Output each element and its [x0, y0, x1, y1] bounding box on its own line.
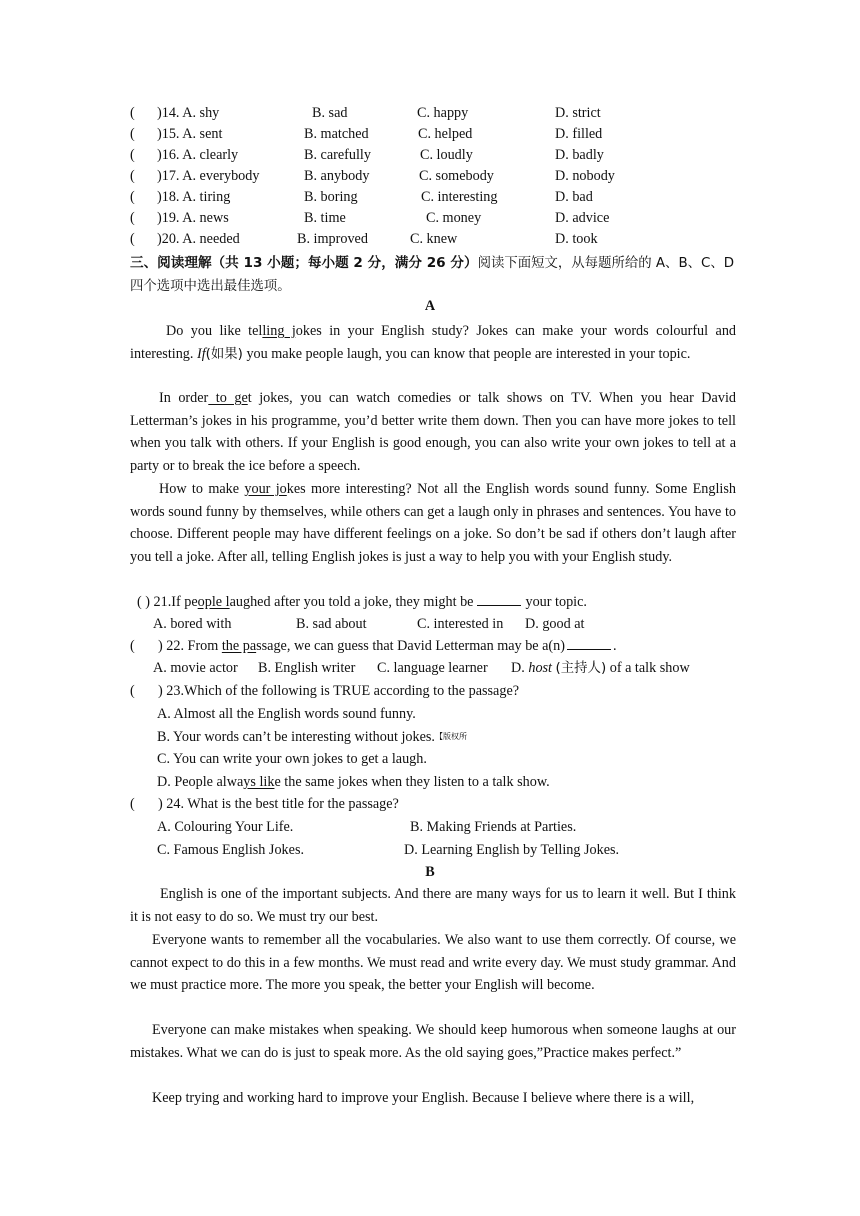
cloze-option-d: D. bad	[555, 189, 593, 205]
cloze-option-c: C. happy	[417, 105, 469, 121]
cloze-option-d: D. advice	[555, 210, 610, 226]
text: ( ) 21.If pe	[137, 594, 198, 610]
chinese-gloss: (如果)	[205, 346, 243, 362]
text: .	[612, 638, 617, 654]
cloze-option-d: D. nobody	[555, 168, 615, 184]
cloze-option-d: D. badly	[555, 147, 604, 163]
cloze-option-c: C. interesting	[421, 189, 498, 205]
section-heading	[130, 252, 736, 298]
cloze-option-b: B. matched	[304, 126, 369, 142]
cloze-paren: (	[130, 105, 135, 121]
text: aughed after you told a joke, they might be	[229, 594, 474, 610]
text: D.	[511, 660, 529, 676]
section-instruction: 阅读下面短文，从每题所给的 A、B、C、D 四个选项中选出最佳选项。	[130, 256, 735, 294]
underlined-text: ople l	[197, 594, 230, 610]
text: t jokes, you can watch comedies or talk shows on TV. When you hear David Letterman’s jokes in his programme, you’d better write them down. Then you can have more jokes to tell when you talk with others. If your English is good enough, you can also write your own jokes to tell at a party or to break the ice before a speech.	[130, 390, 736, 474]
text: Do you like tel	[166, 323, 263, 339]
underlined-text: ys lik	[243, 774, 275, 790]
chinese-gloss: (主持人)	[555, 661, 607, 676]
text: e the same jokes when they listen to a talk show.	[274, 774, 550, 790]
q23-option-d	[157, 772, 550, 792]
q22-option-b: B. English writer	[258, 660, 356, 676]
cloze-option-d: D. filled	[555, 126, 603, 142]
cloze-option-a: )18. A. tiring	[157, 189, 231, 205]
passage-b-paragraph-2: Everyone wants to remember all the vocabularies. We also want to use them correctly. Of course, we cannot expect to do this in a few months. We must read and write every day. We must study grammar. And we must practice more. The more you speak, the better your English will become.	[130, 932, 736, 994]
cloze-option-c: C. knew	[410, 231, 458, 247]
cloze-option-a: )17. A. everybody	[157, 168, 260, 184]
passage-b-paragraph-4: Keep trying and working hard to improve your English. Because I believe where there is a will,	[152, 1090, 695, 1106]
q23-paren: (	[130, 683, 135, 699]
q24-option-d: D. Learning English by Telling Jokes.	[404, 842, 620, 858]
cloze-option-c: C. money	[426, 210, 482, 226]
cloze-paren: (	[130, 168, 135, 184]
q22-paren: (	[130, 638, 135, 654]
underlined-text: ling j	[262, 323, 296, 339]
question-24: ) 24. What is the best title for the passage?	[158, 796, 399, 812]
text: kes more interesting? Not all the English words sound funny. Some English words sound funny by themselves, while others can get a laugh only in phrases and sentences. You have to choose. Different people may have different feelings on a joke. So don’t be sad if others don’t laugh after you tell a joke. After all, telling English jokes is just a way to help you with your English study.	[130, 481, 736, 565]
copyright-mark: 【版权所	[434, 732, 467, 741]
cloze-option-b: B. anybody	[304, 168, 370, 184]
cloze-option-b: B. carefully	[304, 147, 371, 163]
q24-paren: (	[130, 796, 135, 812]
passage-a-paragraph-3	[130, 478, 736, 568]
passage-a-label: A	[424, 298, 436, 314]
question-22	[158, 636, 617, 656]
q23-option-c: C. You can write your own jokes to get a laugh.	[157, 751, 427, 767]
cloze-option-a: )16. A. clearly	[157, 147, 239, 163]
q24-option-a: A. Colouring Your Life.	[157, 819, 294, 835]
underlined-text: your jo	[244, 481, 287, 497]
cloze-option-d: D. took	[555, 231, 598, 247]
text: B. Your words can’t be interesting without jokes.	[157, 729, 435, 745]
passage-b-paragraph-1: English is one of the important subjects. And there are many ways for us to learn it well. But I think it is not easy to do so. We must try our best.	[130, 886, 736, 925]
cloze-option-a: )19. A. news	[157, 210, 229, 226]
cloze-option-b: B. boring	[304, 189, 358, 205]
text: ) 22. From	[158, 638, 222, 654]
q22-option-c: C. language learner	[377, 660, 488, 676]
cloze-option-a: )15. A. sent	[157, 126, 223, 142]
q21-option-c: C. interested in	[417, 616, 504, 632]
text: you make people laugh, you can know that people are interested in your topic.	[242, 345, 691, 362]
cloze-option-b: B. improved	[297, 231, 368, 247]
passage-b-paragraph-3: Everyone can make mistakes when speaking. We should keep humorous when someone laughs at our mistakes. What we can do is just to speak more. As the old saying goes,”Practice makes perfect.”	[130, 1022, 736, 1061]
q23-option-b	[157, 727, 467, 747]
cloze-option-a: )20. A. needed	[157, 231, 240, 247]
q22-option-a: A. movie actor	[153, 660, 238, 676]
cloze-paren: (	[130, 231, 135, 247]
cloze-option-b: B. sad	[312, 105, 348, 121]
cloze-option-c: C. loudly	[420, 147, 473, 163]
q21-option-d: D. good at	[525, 616, 585, 632]
q21-option-b: B. sad about	[296, 616, 367, 632]
q22-option-d	[511, 658, 690, 679]
text: okes in your English study? Jokes can make your words colourful and interesting.	[130, 323, 737, 362]
answer-blank	[477, 593, 521, 606]
answer-blank	[567, 637, 611, 650]
cloze-option-c: C. somebody	[419, 168, 494, 184]
text: D. People alwa	[157, 774, 244, 790]
question-23: ) 23.Which of the following is TRUE according to the passage?	[158, 683, 520, 699]
question-21	[137, 592, 587, 612]
underlined-text: the pa	[221, 638, 257, 654]
text: In order	[159, 390, 209, 406]
cloze-paren: (	[130, 189, 135, 205]
passage-a-paragraph-1	[130, 320, 736, 366]
cloze-paren: (	[130, 126, 135, 142]
text: How to make	[159, 481, 245, 497]
italic-text: host	[528, 660, 552, 676]
cloze-option-b: B. time	[304, 210, 346, 226]
underlined-text: to ge	[208, 390, 248, 406]
q24-option-b: B. Making Friends at Parties.	[410, 819, 577, 835]
italic-text: If	[196, 345, 206, 362]
q21-option-a: A. bored with	[153, 616, 232, 632]
cloze-paren: (	[130, 147, 135, 163]
cloze-paren: (	[130, 210, 135, 226]
cloze-option-d: D. strict	[555, 105, 601, 121]
text: your topic.	[525, 594, 587, 610]
text: of a talk show	[606, 660, 690, 676]
passage-b-label: B	[425, 864, 435, 880]
section-title: 三、阅读理解（共 13 小题；每小题 2 分，满分 26 分）	[130, 255, 478, 271]
passage-a-paragraph-2	[130, 387, 736, 477]
cloze-option-a: )14. A. shy	[157, 105, 220, 121]
q24-option-c: C. Famous English Jokes.	[157, 842, 305, 858]
q23-option-a: A. Almost all the English words sound funny.	[157, 706, 416, 722]
text: ssage, we can guess that David Letterman may be a(n)	[256, 638, 565, 654]
cloze-option-c: C. helped	[418, 126, 473, 142]
